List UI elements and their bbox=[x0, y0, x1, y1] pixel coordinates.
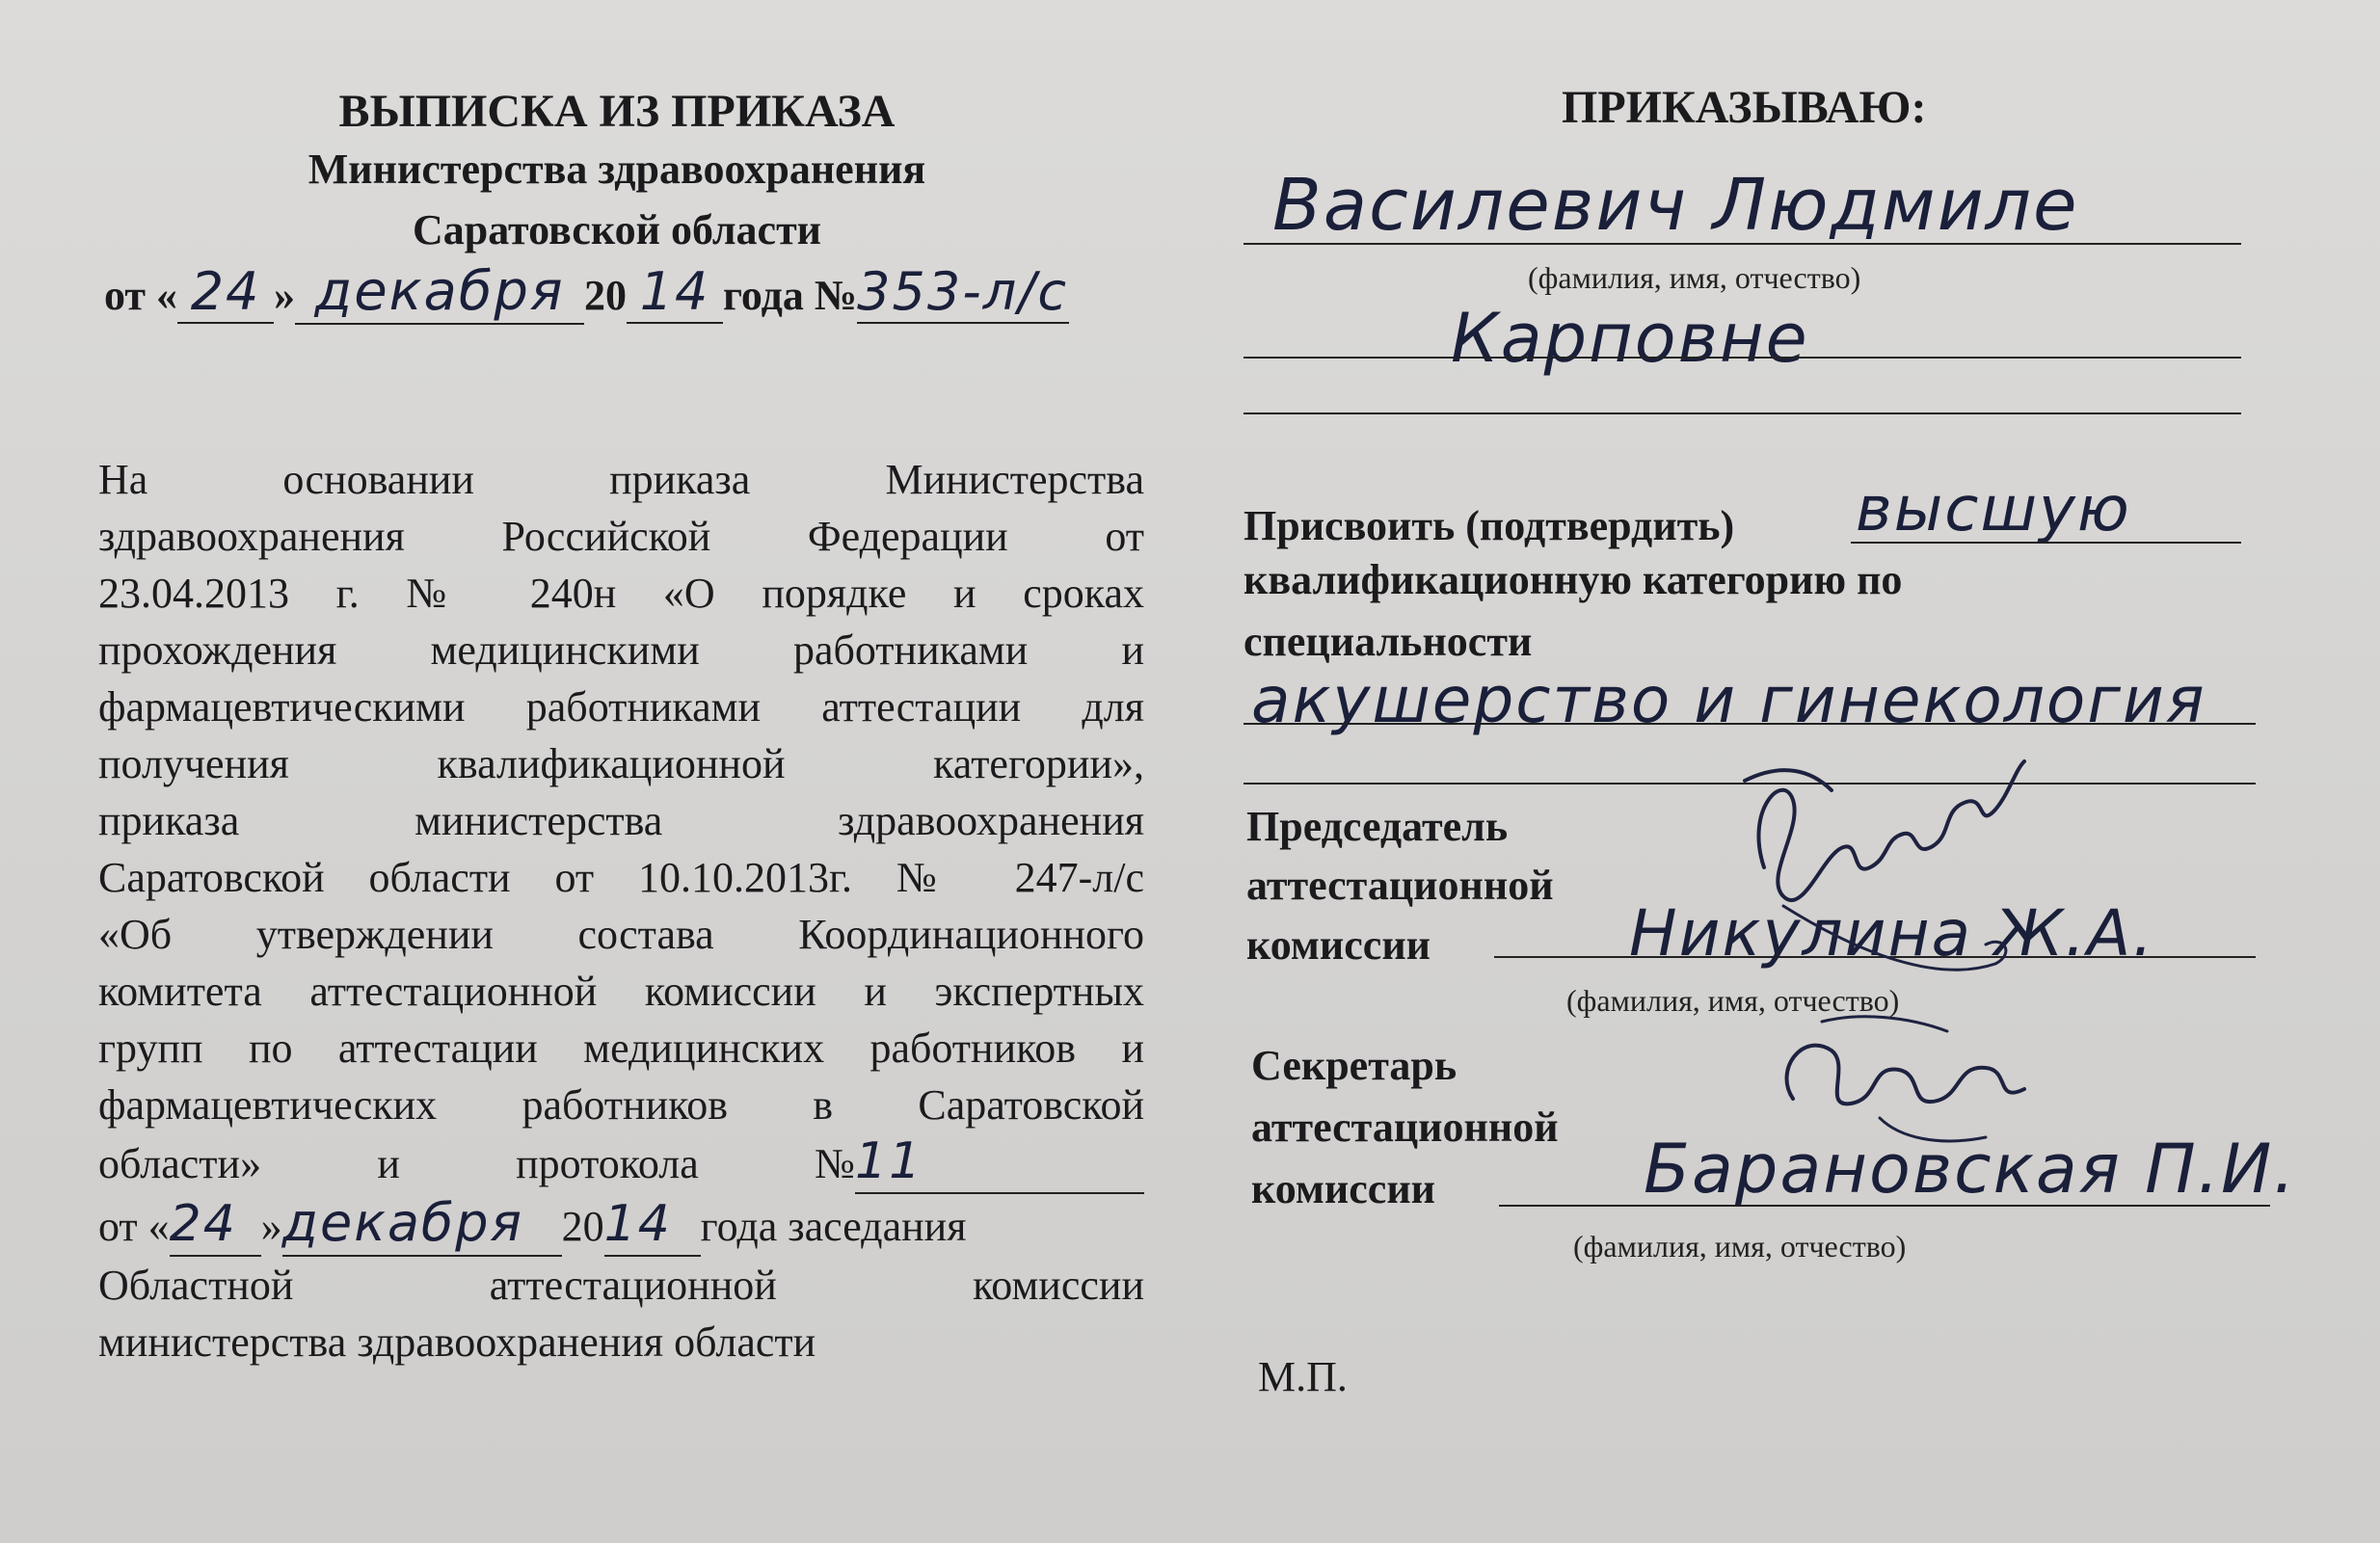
protocol-line bbox=[98, 1133, 1144, 1194]
protocol-month: декабря bbox=[281, 1192, 523, 1253]
secretary-label-2: аттестационной bbox=[1251, 1104, 1559, 1151]
body-line: министерства здравоохранения области bbox=[98, 1318, 816, 1366]
order-number: 353-л/с bbox=[857, 261, 1069, 322]
protocol-date-mid: » bbox=[260, 1203, 282, 1250]
protocol-month-field bbox=[282, 1194, 562, 1257]
ministry-name: Министерства здравоохранения bbox=[308, 146, 926, 193]
body-line: Областной аттестационной комиссии bbox=[98, 1262, 1144, 1309]
protocol-year-suffix: 14 bbox=[603, 1195, 672, 1253]
order-year-field bbox=[627, 261, 723, 324]
order-date-line bbox=[104, 260, 1069, 325]
body-line: Саратовской области от 10.10.2013г. № 247-л/с bbox=[98, 854, 1144, 901]
protocol-day-field bbox=[170, 1196, 261, 1257]
order-year-suffix: 14 bbox=[639, 261, 710, 322]
name-underline-1 bbox=[1243, 243, 2241, 245]
order-date-mid: » bbox=[274, 272, 296, 319]
order-number-field bbox=[857, 261, 1069, 324]
protocol-year-prefix: 20 bbox=[561, 1203, 604, 1250]
chair-label-3: комиссии bbox=[1246, 921, 1431, 969]
protocol-date-line bbox=[98, 1194, 1144, 1257]
specialty-label: специальности bbox=[1243, 618, 1533, 665]
assign-label: Присвоить (подтвердить) bbox=[1243, 502, 1735, 549]
secretary-name: Барановская П.И. bbox=[1644, 1130, 2297, 1209]
body-line: 23.04.2013 г. № 240н «О порядке и сроках bbox=[98, 570, 1144, 617]
order-year-prefix: 20 bbox=[584, 272, 628, 319]
protocol-day: 24 bbox=[169, 1195, 237, 1253]
order-month-field bbox=[295, 260, 584, 325]
body-line: прохождения медицинскими работниками и bbox=[98, 626, 1144, 674]
body-line: На основании приказа Министерства bbox=[98, 456, 1144, 503]
chair-caption: (фамилия, имя, отчество) bbox=[1566, 983, 1900, 1018]
secretary-label-3: комиссии bbox=[1251, 1165, 1436, 1212]
chair-name: Никулина Ж.А. bbox=[1629, 896, 2155, 971]
category-label: квалификационную категорию по bbox=[1243, 556, 1903, 603]
recipient-name-line1: Василевич Людмиле bbox=[1272, 164, 2079, 247]
order-day: 24 bbox=[190, 261, 261, 322]
chair-label-1: Председатель bbox=[1246, 803, 1509, 850]
body-line: комитета аттестационной комиссии и экспертных bbox=[98, 968, 1144, 1015]
assign-underline bbox=[1851, 542, 2241, 544]
protocol-number: 11 bbox=[855, 1132, 923, 1190]
protocol-date-prefix: от « bbox=[98, 1203, 170, 1250]
order-basis-text bbox=[98, 451, 1144, 1370]
body-line: приказа министерства здравоохранения bbox=[98, 797, 1144, 844]
specialty-value: акушерство и гинекология bbox=[1251, 663, 2206, 737]
name-underline-3 bbox=[1243, 412, 2241, 414]
name-underline-2 bbox=[1243, 357, 2241, 359]
secretary-caption: (фамилия, имя, отчество) bbox=[1573, 1229, 1907, 1264]
order-year-word: года № bbox=[723, 272, 858, 319]
stamp-place-label: М.П. bbox=[1258, 1353, 1348, 1400]
order-month: декабря bbox=[314, 260, 565, 323]
order-date-prefix: от « bbox=[104, 272, 178, 319]
secretary-underline bbox=[1499, 1205, 2270, 1207]
body-line: фармацевтических работников в Саратовской bbox=[98, 1081, 1144, 1129]
name-caption: (фамилия, имя, отчество) bbox=[1528, 260, 1861, 295]
chair-signature bbox=[1725, 742, 2034, 1031]
body-line: «Об утверждении состава Координационного bbox=[98, 911, 1144, 958]
protocol-year-field bbox=[604, 1196, 701, 1257]
chair-label-2: аттестационной bbox=[1246, 862, 1554, 909]
body-line: фармацевтическими работниками аттестации для bbox=[98, 683, 1144, 731]
body-line: здравоохранения Российской Федерации от bbox=[98, 513, 1144, 560]
document-title: ВЫПИСКА ИЗ ПРИКАЗА bbox=[338, 86, 896, 137]
protocol-date-suffix: года заседания bbox=[700, 1203, 967, 1250]
order-heading: ПРИКАЗЫВАЮ: bbox=[1562, 82, 1927, 133]
protocol-prefix: области» и протокола № bbox=[98, 1140, 855, 1187]
protocol-number-field bbox=[855, 1133, 1144, 1194]
secretary-signature bbox=[1764, 1012, 2053, 1157]
body-line: групп по аттестации медицинских работников и bbox=[98, 1024, 1144, 1072]
body-line: получения квалификационной категории», bbox=[98, 740, 1144, 787]
secretary-label-1: Секретарь bbox=[1251, 1042, 1457, 1089]
recipient-name-line2: Карповне bbox=[1451, 299, 1809, 378]
assign-value: высшую bbox=[1856, 474, 2131, 545]
order-day-field bbox=[177, 261, 274, 324]
region-name: Саратовской области bbox=[412, 206, 822, 253]
specialty-underline-1 bbox=[1243, 723, 2256, 725]
